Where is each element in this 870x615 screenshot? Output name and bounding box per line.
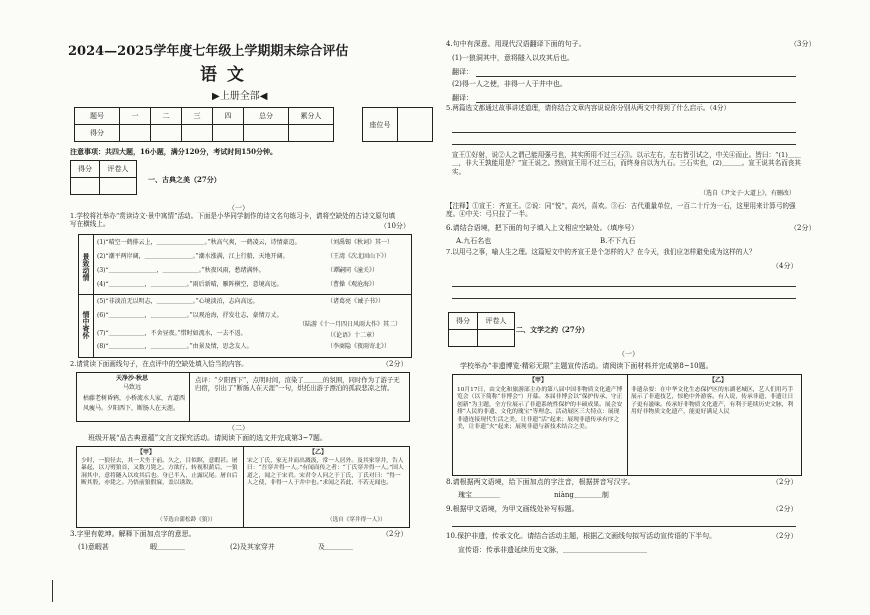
q3-item: (1)意暇甚	[78, 543, 109, 551]
recitation-source: （刘禹锡《秋词》其一）	[327, 239, 394, 246]
answer-line[interactable]	[452, 526, 796, 527]
answer-line[interactable]	[452, 286, 796, 287]
score-table-header: 一	[120, 108, 151, 125]
question-4: 4.句中有深意。用现代汉语翻译下面的句子。	[446, 40, 586, 48]
question-2-points: （2分）	[382, 360, 408, 368]
question-6-points: （2分）	[790, 224, 816, 232]
passage-bing: 宣王①好射，说②人之谓己能用强弓也，其实所用不过三石③。以示左右，左右皆引试之，中关④而止。皆曰：“(1)＿＿＿，非大王孰能用是？”宣王说之。然则宣王用不过三石，而终身自以为九石。三石实也，(2)＿＿＿。宣王说其名而丧其实。	[452, 151, 801, 176]
question-10-points: （2分）	[772, 532, 798, 540]
triangle-right-icon: ▶	[212, 91, 220, 102]
question-8: 8.请根据两文语境，给下面加点的字注音，根据拼音写汉字。	[446, 478, 635, 486]
option-b: B.不下九石	[600, 237, 636, 245]
q4-label: 翻译：	[452, 68, 473, 76]
poem-line: 枯藤老树昏鸦，小桥流水人家，古道西	[83, 395, 186, 402]
seat-table	[362, 107, 433, 142]
score-table-header: 总分	[244, 108, 289, 125]
answer-line[interactable]	[452, 132, 796, 133]
section-one-label: （一）	[228, 204, 249, 212]
recitation-line: (8)“＿＿＿＿＿＿，＿＿＿＿＿＿。”由景及情，思念友人。	[97, 343, 253, 350]
slogan-line: 宣传语：传承非遗延续历史文脉，＿＿＿＿＿＿＿＿＿＿＿＿	[458, 546, 647, 554]
recitation-source: （《论语》十二章）	[327, 332, 379, 339]
question-1-points: （10分）	[380, 222, 410, 230]
recitation-source: （诸葛亮《诫子书》）	[327, 298, 385, 305]
question-6: 6.请结合语境，把下面的句子填入上文相应空缺处。（填序号）	[446, 224, 639, 232]
materials-box	[452, 374, 802, 476]
score-table-header: 得分	[75, 125, 120, 142]
question-8-points: （2分）	[772, 478, 798, 486]
score-cell	[213, 125, 244, 142]
score-table-header: 累分人	[289, 108, 334, 125]
part2-title: 二、文学之约（27分）	[516, 325, 589, 334]
text-jia: 少时，一狼径去，其一犬坐于前。久之，目似瞑，意暇甚。屠暴起，以刀劈狼首，又数刀毙之。方欲行，转视积薪后，一狼洞其中，意将隧入以攻其后也。身已半入，止露尻尾。屠自后断其股，亦毙之。乃悟前狼假寐，盖以诱敌。	[81, 458, 238, 487]
q3-blank: 及＿＿＿＿	[318, 543, 353, 551]
grader-score-label: 得分	[449, 313, 478, 330]
recitation-source: （谭嗣同《潼关》）	[327, 267, 379, 274]
poem-box	[76, 372, 410, 422]
text-yi-label: 【乙】	[309, 449, 328, 456]
question-9: 9.根据甲文语境，为甲文画线处补写标题。	[446, 505, 579, 513]
question-2: 2.请赏读下面画线句子，在点评中的空缺处填入恰当的内容。	[70, 360, 248, 368]
score-cell	[182, 125, 213, 142]
score-table-header: 四	[213, 108, 244, 125]
text-yi: 宋之丁氏，家无井而出溉汲，常一人居外。及其家穿井，告人曰：“吾穿井得一人。”有闻而传之者：“丁氏穿井得一人。”国人道之，闻之于宋君。宋君令人问之于丁氏，丁氏对曰：“得一人之使，非得一人于井中也。”求闻之若此，不若无闻也。	[247, 458, 404, 487]
question-10: 10.保护非遗，传承文化。请结合活动主题，根据乙文画线句拟写活动宣传语的下半句。	[446, 532, 717, 540]
subject-title: 语 文	[200, 65, 246, 85]
seat-cell	[398, 108, 433, 142]
section-two-label: （二）	[228, 424, 249, 432]
answer-line[interactable]	[476, 102, 796, 103]
triangle-left-icon: ◀	[259, 91, 268, 102]
notice: 注意事项：共四大题，16小题，满分120分，考试时间150分钟。	[70, 147, 277, 156]
exam-title: 2024—2025学年度七年级上学期期末综合评估	[68, 44, 349, 59]
part1-title: 一、古典之美（27分）	[148, 175, 221, 184]
poem-comment: 点评：“夕阳西下”，点明时间，渲染了＿＿＿的氛围，同时作为了游子无归宿，引出了“断肠人在天涯”一句，烘托出游子漂泊的孤寂悲凉之情。	[195, 376, 400, 393]
text-jia-label: 【甲】	[137, 449, 156, 456]
recitation-line: (2)“潮平两岸阔，＿＿＿＿＿＿＿＿。”潮水涨满，江上行船，天地开阔。	[97, 253, 289, 260]
answer-line[interactable]	[476, 76, 796, 77]
q8-item: 瑰宝＿＿＿＿	[458, 491, 500, 499]
answer-line[interactable]	[452, 298, 796, 299]
score-cell	[244, 125, 289, 142]
question-9-points: （2分）	[772, 505, 798, 513]
question-1: 1.学校将社举办“赏读诗文·景中寓情”活动。下面是小华同学制作的诗文名句练习卡，请将空缺处的古诗文原句填写在横线上。	[70, 212, 396, 229]
score-table	[74, 107, 334, 142]
scope-badge: ▶上册全部◀	[212, 91, 268, 102]
score-cell	[289, 125, 334, 142]
category-label: 情中寄怀	[82, 311, 91, 339]
recitation-line: (4)“＿＿＿＿＿＿，＿＿＿＿＿＿。”雨后新晴，雁阵横空，意境高远。	[97, 281, 283, 288]
intangible-intro: 学校举办“非遗博览·精彩无限”主题宣传活动。请阅读下面材料并完成第8~10题。	[460, 362, 713, 370]
classical-texts-box	[76, 446, 410, 528]
recitation-line: (7)“＿＿＿＿＿＿，不舍昼夜。”惜时如流水，一去不返。	[97, 330, 247, 337]
category-label: 景致动情	[82, 253, 91, 281]
score-table-header: 二	[151, 108, 182, 125]
section-label: （一）	[618, 350, 639, 358]
option-a: A.九石名也	[456, 237, 492, 245]
q4-label: 翻译：	[452, 94, 473, 102]
question-3: 3.字里有乾坤。解释下面加点字的意思。	[70, 530, 196, 538]
margin-mark	[52, 580, 53, 602]
recitation-line: (5)“非淡泊无以明志，＿＿＿＿＿＿。”心境淡泊，志向高远。	[97, 298, 259, 305]
grader-label: 评卷人	[100, 161, 137, 178]
score-table-header: 题号	[75, 108, 120, 125]
seat-label: 座位号	[363, 108, 398, 142]
text-yi-source: （选自《穿井得一人》）	[327, 517, 386, 523]
grader-score-label: 得分	[71, 161, 100, 178]
passage-bing-source: （选自《尹文子·大道上》，有删改）	[700, 190, 795, 197]
q4-sentence: (1)一狼洞其中，意将隧入以攻其后也。	[452, 54, 574, 62]
recitation-source: （王湾《次北固山下》）	[327, 253, 391, 260]
poem-title: 天净沙·秋思	[115, 375, 149, 382]
question-3-points: （2分）	[382, 530, 408, 538]
text-jia-source: （节选自蒲松龄《狼》）	[157, 517, 216, 523]
recitation-line: (3)“＿＿＿＿＿＿＿＿，＿＿＿＿＿＿。”秋夜风雨，愁绪满怀。	[97, 267, 265, 274]
score-cell	[120, 125, 151, 142]
material-yi: 非遗杂耍：在中华文化生态保护区的东湖老城区，艺人们用巧手展示了非遗技艺，惊艳中外游客。有人说，传承非遗，非遗让日子更有滋味。传承好非物质文化遗产，有利于延续历史文脉，利用好非物质文化遗产，能更好满足人民	[631, 387, 794, 416]
question-4-points: （3分）	[790, 40, 816, 48]
recitation-line: (1)“晴空一鹤排云上，＿＿＿＿＿＿＿＿。”秋高气爽，一鹤凌云，诗情豪迈。	[97, 239, 301, 246]
material-jia-label: 【甲】	[529, 377, 548, 384]
poem-line: 风瘦马。夕阳西下，断肠人在天涯。	[83, 405, 180, 412]
material-yi-label: 【乙】	[709, 377, 728, 384]
score-cell	[151, 125, 182, 142]
q4-sentence: (2)得一人之使，非得一人于井中也。	[452, 80, 567, 88]
question-5: 5.两篇选文都通过故事讲述道理，请你结合文章内容说说你分别从两文中得到了什么启示。（4分）	[446, 104, 731, 112]
material-jia: 10月17日，由文化和旅游部主办的第八届中国非物质文化遗产博览会（以下简称“非博会”）开幕。本届非博会以“保护传承、守正创新”为主题，全方位展示了非遗系统性保护的丰硕成果。展会安排“人民的非遗、文化的瑰宝”等理念、活动展区三大特点：展现非遗连接现代生活之美，让非遗“活”起来；展现非遗传承有序之美，让非遗“火”起来；展现非遗与新技术结合之美。	[457, 387, 623, 431]
grader-label: 评卷人	[478, 313, 515, 330]
grader-table-2	[448, 312, 515, 347]
recitation-source: （陆游《十一月四日风雨大作》其二）	[299, 321, 402, 328]
q3-blank: 暇＿＿＿＿	[150, 543, 185, 551]
classical-intro: 班级开展“品古典意蕴”文言文探究活动。请阅读下面的选文并完成第3~7题。	[88, 434, 327, 442]
score-table-header: 三	[182, 108, 213, 125]
answer-line[interactable]	[452, 144, 796, 145]
annotation-note: 【注释】①宣王：齐宣王。②说：同“悦”，高兴，喜欢。③石：古代重量单位，一百二十斤为一石，这里用来计算弓的强度。④中关：弓只拉了一半。	[446, 202, 796, 219]
question-7: 7.以用弓之事，喻人生之理。这篇短文中的齐宣王是个怎样的人？在今天，我们应怎样避免成为这样的人？	[446, 248, 756, 256]
poem-author: 马致远	[122, 384, 141, 391]
recitation-line: (6)“＿＿＿＿＿＿，＿＿＿＿＿＿。”以观沧海，抒发壮志，豪情万丈。	[97, 312, 283, 319]
q3-item: (2)及其家穿井	[230, 543, 275, 551]
recitation-source: （李商隐《夜雨寄北》）	[327, 343, 391, 350]
recitation-card	[78, 234, 412, 358]
recitation-source: （曹操《观沧海》）	[327, 281, 379, 288]
question-7-points: （4分）	[772, 262, 798, 270]
grader-table-1	[70, 160, 137, 195]
q8-item: niàng＿＿＿＿制	[554, 491, 609, 499]
